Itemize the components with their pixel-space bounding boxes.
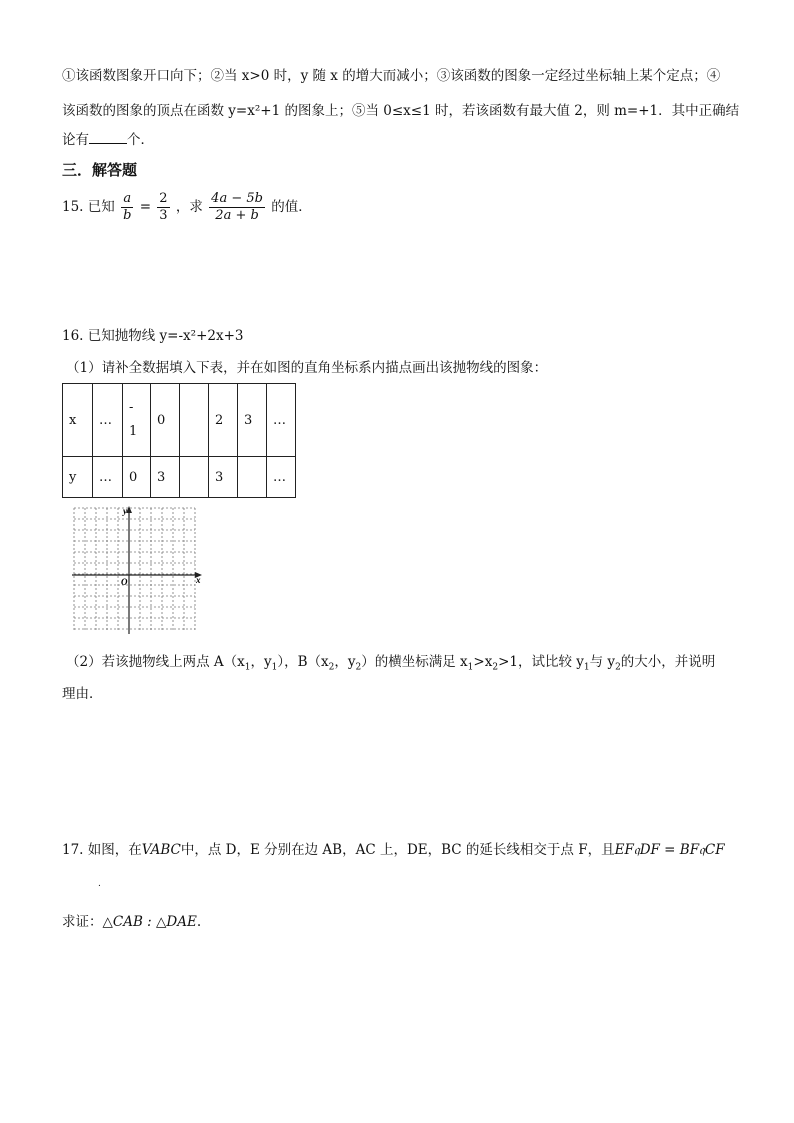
q14-line-1: ①该函数图象开口向下；②当 x>0 时，y 随 x 的增大而减小；③该函数的图象一定经过坐标轴上某个定点；④ [62, 68, 721, 84]
answer-blank[interactable] [89, 131, 127, 144]
coordinate-grid [70, 504, 204, 642]
fraction-a-over-b: $\frac{a}{b}$ [123, 191, 132, 223]
table-row-x [63, 384, 296, 457]
q17-line-1: 17. 如图，在VABC中，点 D，E 分别在边 AB，AC 上，DE，BC 的延长线相交于点 F，且EF𝔮DF = BF𝔮CF [62, 842, 725, 858]
q16-part1: （1）请补全数据填入下表，并在如图的直角坐标系内描点画出该抛物线的图象： [66, 360, 548, 376]
section-title: 三．解答题 [62, 161, 138, 179]
table-cell[interactable] [180, 384, 209, 457]
similarity-expression: △CAB : △DAE [102, 914, 197, 930]
table-cell: - 1 [123, 384, 151, 457]
x-axis-label: x [196, 575, 201, 585]
q15: 15. 已知 $\frac{a}{b}$ = $\frac{2}{3}$ ，求 $\frac{4a - 5b}{2a + b}$ 的值． [62, 191, 312, 223]
origin-label: O [121, 577, 128, 587]
table-cell[interactable] [180, 457, 209, 498]
table-cell: 0 [123, 457, 151, 498]
table-row-y [63, 457, 296, 498]
table-cell: 3 [238, 384, 267, 457]
q16-title: 16. 已知抛物线 y=-x²+2x+3 [62, 328, 244, 344]
q16-part2-line-2: 理由． [62, 686, 103, 702]
table-cell[interactable] [238, 457, 267, 498]
table-cell: … [93, 457, 123, 498]
table-cell: 2 [209, 384, 238, 457]
table-cell: … [93, 384, 123, 457]
table-cell: … [267, 384, 296, 457]
table-cell: x [63, 384, 93, 457]
q14-line-3: 论有 个． [62, 132, 154, 148]
q16-part2-line-1: （2）若该抛物线上两点 $A(x_1$，$y_1$），$B(x_2$，$y_2$）的横坐标满足 $x_1>x_2>1$，试比较 $y_1$与 $y_2$的大小，并说明 [66, 654, 716, 673]
coordinate-grid-svg [70, 504, 204, 638]
table-cell: … [267, 457, 296, 498]
q17-dot: . [98, 879, 101, 889]
ratio-expression: EF𝔮DF = BF𝔮CF [614, 842, 725, 858]
fraction-2-over-3: $\frac{2}{3}$ [159, 191, 168, 223]
y-axis-label: y [123, 506, 127, 516]
value-table [62, 383, 296, 498]
q14-line-2: 该函数的图象的顶点在函数 y=x²+1 的图象上；⑤当 0≤x≤1 时，若该函数有最大值 2，则 m=+1．其中正确结 [62, 103, 740, 119]
fraction-expression: $\frac{4a - 5b}{2a + b}$ [211, 191, 263, 223]
triangle-abc: VABC [141, 842, 181, 858]
table-cell: 3 [209, 457, 238, 498]
q17-proof: 求证：△CAB : △DAE. [62, 914, 202, 930]
table-cell: 0 [151, 384, 180, 457]
table-cell: 3 [151, 457, 180, 498]
table-cell: y [63, 457, 93, 498]
